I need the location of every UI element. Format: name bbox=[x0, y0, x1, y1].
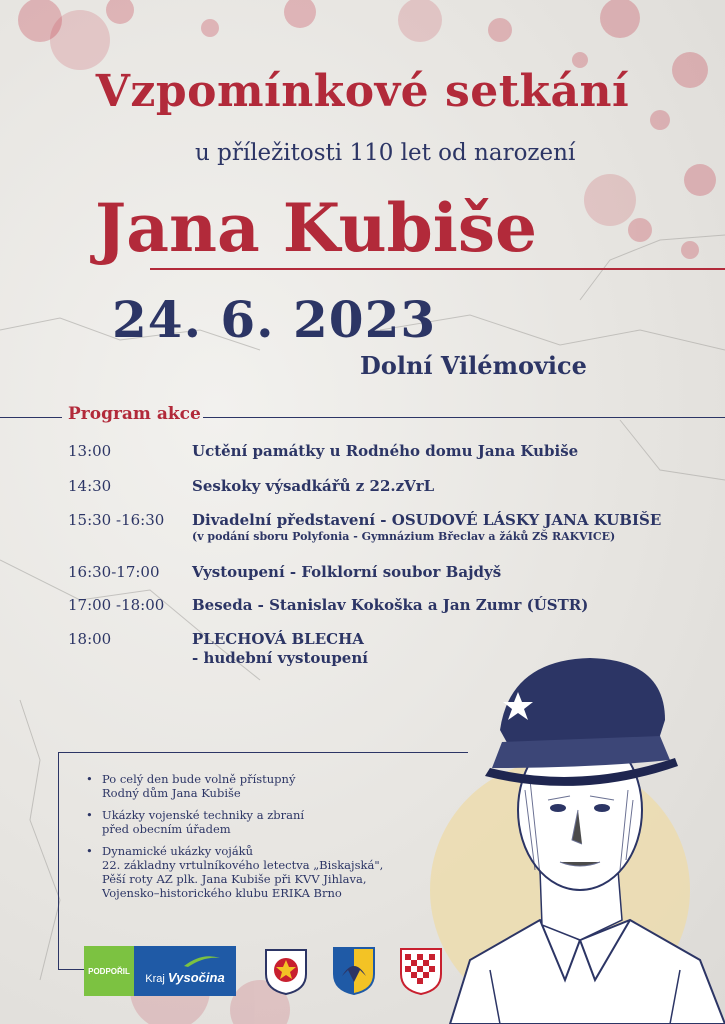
program-time: 14:30 bbox=[68, 477, 112, 495]
swoosh-icon bbox=[182, 954, 222, 968]
program-time: 18:00 bbox=[68, 630, 112, 648]
info-line: Rodný dům Jana Kubiše bbox=[102, 786, 241, 800]
info-line: Pěší roty AZ plk. Jana Kubiše při KVV Jihlava, bbox=[102, 872, 367, 886]
program-rule-left bbox=[0, 417, 62, 418]
info-list bbox=[84, 772, 444, 908]
kraj-vysocina-logo bbox=[134, 946, 236, 996]
info-line: Dynamické ukázky vojáků bbox=[102, 844, 254, 858]
program-desc-sub: - hudební vystoupení bbox=[192, 649, 368, 667]
program-desc-block bbox=[192, 630, 368, 667]
program-time: 16:30-17:00 bbox=[68, 563, 160, 581]
bullet-icon: • bbox=[86, 808, 93, 822]
bullet-icon: • bbox=[86, 772, 93, 786]
program-desc-block bbox=[192, 511, 661, 543]
info-line: Ukázky vojenské techniky a zbraní bbox=[102, 808, 305, 822]
info-item bbox=[84, 772, 444, 800]
program-time: 15:30 -16:30 bbox=[68, 511, 165, 529]
event-date: 24. 6. 2023 bbox=[112, 290, 437, 349]
info-line: Vojensko–historického klubu ERIKA Brno bbox=[102, 886, 342, 900]
program-desc: Divadelní představení - OSUDOVÉ LÁSKY JANA KUBIŠE bbox=[192, 511, 662, 529]
program-desc-sub: (v podání sboru Polyfonia - Gymnázium Břeclav a žáků ZŠ RAKVICE) bbox=[192, 530, 616, 543]
info-line: 22. základny vrtulníkového letectva „Biskajská", bbox=[102, 858, 384, 872]
program-desc: Seskoky výsadkářů z 22.zVrL bbox=[192, 477, 435, 495]
poster-title: Vzpomínkové setkání bbox=[95, 66, 630, 117]
program-desc: Uctění památky u Rodného domu Jana Kubiše bbox=[192, 442, 579, 460]
info-box-border-left bbox=[58, 752, 59, 970]
kraj-label: Kraj bbox=[145, 972, 165, 985]
portrait-illustration bbox=[430, 640, 725, 1024]
info-box-border-top bbox=[58, 752, 468, 753]
program-rule-right bbox=[203, 417, 725, 418]
crest-checkered-icon bbox=[398, 946, 444, 996]
event-place: Dolní Vilémovice bbox=[360, 351, 587, 380]
poster-subtitle: u příležitosti 110 let od narození bbox=[195, 140, 576, 166]
info-item bbox=[84, 844, 444, 900]
program-desc: Beseda - Stanislav Kokoška a Jan Zumr (ÚSTR) bbox=[192, 596, 589, 614]
crest-red-eagle-icon bbox=[262, 946, 310, 996]
program-heading: Program akce bbox=[68, 404, 201, 424]
program-time: 17:00 -18:00 bbox=[68, 596, 165, 614]
name-underline bbox=[150, 268, 725, 270]
program-desc: PLECHOVÁ BLECHA bbox=[192, 630, 364, 648]
crest-yellow-blue-icon bbox=[332, 946, 376, 996]
sponsor-label: PODPOŘIL bbox=[84, 946, 134, 996]
honoree-name: Jana Kubiše bbox=[95, 189, 537, 267]
program-desc: Vystoupení - Folklorní soubor Bajdyš bbox=[192, 563, 502, 581]
info-item bbox=[84, 808, 444, 836]
sponsor-logo bbox=[84, 946, 236, 996]
vysocina-label: Vysočina bbox=[167, 969, 225, 985]
program-time: 13:00 bbox=[68, 442, 112, 460]
info-line: Po celý den bude volně přístupný bbox=[102, 772, 296, 786]
info-line: před obecním úřadem bbox=[102, 822, 231, 836]
bullet-icon: • bbox=[86, 844, 93, 858]
